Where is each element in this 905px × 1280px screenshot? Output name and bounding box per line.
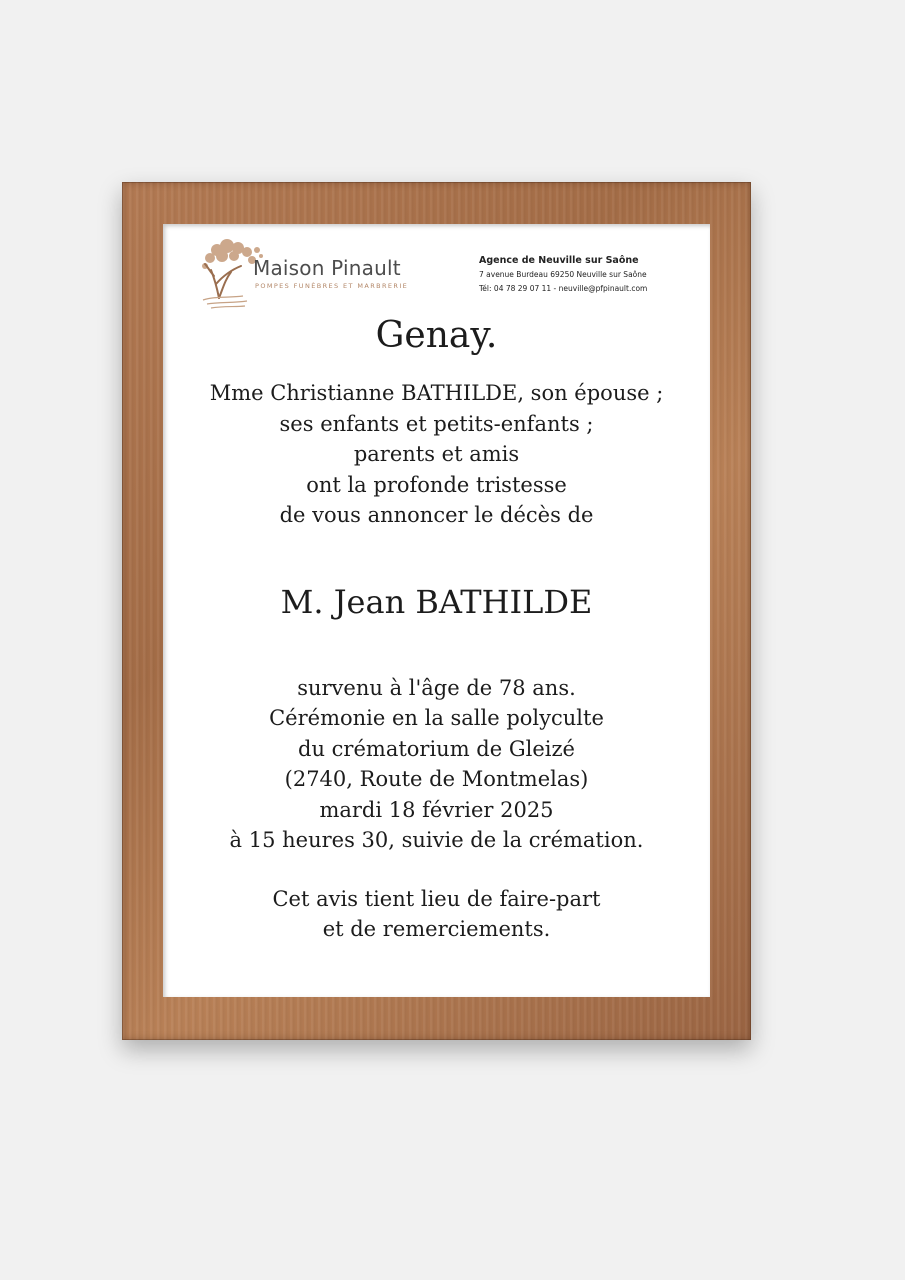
agency-info xyxy=(479,254,647,296)
brand-tagline: POMPES FUNÈBRES ET MARBRERIE xyxy=(255,282,409,290)
family-announcement xyxy=(163,378,710,531)
family-line: parents et amis xyxy=(353,442,520,466)
family-line: de vous annoncer le décès de xyxy=(279,503,594,527)
ceremony-line: Cérémonie en la salle polyculte xyxy=(269,706,604,730)
picture-frame xyxy=(122,182,751,1040)
agency-title: Agence de Neuville sur Saône xyxy=(479,255,639,266)
closing-line: Cet avis tient lieu de faire-part xyxy=(272,886,601,911)
family-line: Mme Christianne BATHILDE, son épouse ; xyxy=(209,381,664,405)
family-line: ses enfants et petits-enfants ; xyxy=(279,411,594,436)
agency-contact: Tél: 04 78 29 07 11 - neuville@pfpinault.com xyxy=(479,284,648,293)
ceremony-line: mardi 18 février 2025 xyxy=(319,797,554,822)
ceremony-line: survenu à l'âge de 78 ans. xyxy=(297,675,576,700)
ceremony-details xyxy=(163,673,710,856)
town-heading: Genay. xyxy=(375,315,498,356)
ceremony-line: (2740, Route de Montmelas) xyxy=(284,767,589,791)
brand-name: Maison Pinault xyxy=(253,256,401,280)
agency-address: 7 avenue Burdeau 69250 Neuville sur Saône xyxy=(479,270,647,279)
family-line: ont la profonde tristesse xyxy=(306,472,567,497)
closing-note xyxy=(163,884,710,945)
ceremony-line: à 15 heures 30, suivie de la crémation. xyxy=(229,828,644,852)
ceremony-line: du crématorium de Gleizé xyxy=(298,736,575,761)
closing-line: et de remerciements. xyxy=(322,917,551,941)
brand-logo xyxy=(195,236,445,314)
death-notice-paper xyxy=(163,224,710,997)
notice-body xyxy=(163,312,710,945)
deceased-name: M. Jean BATHILDE xyxy=(280,582,593,621)
